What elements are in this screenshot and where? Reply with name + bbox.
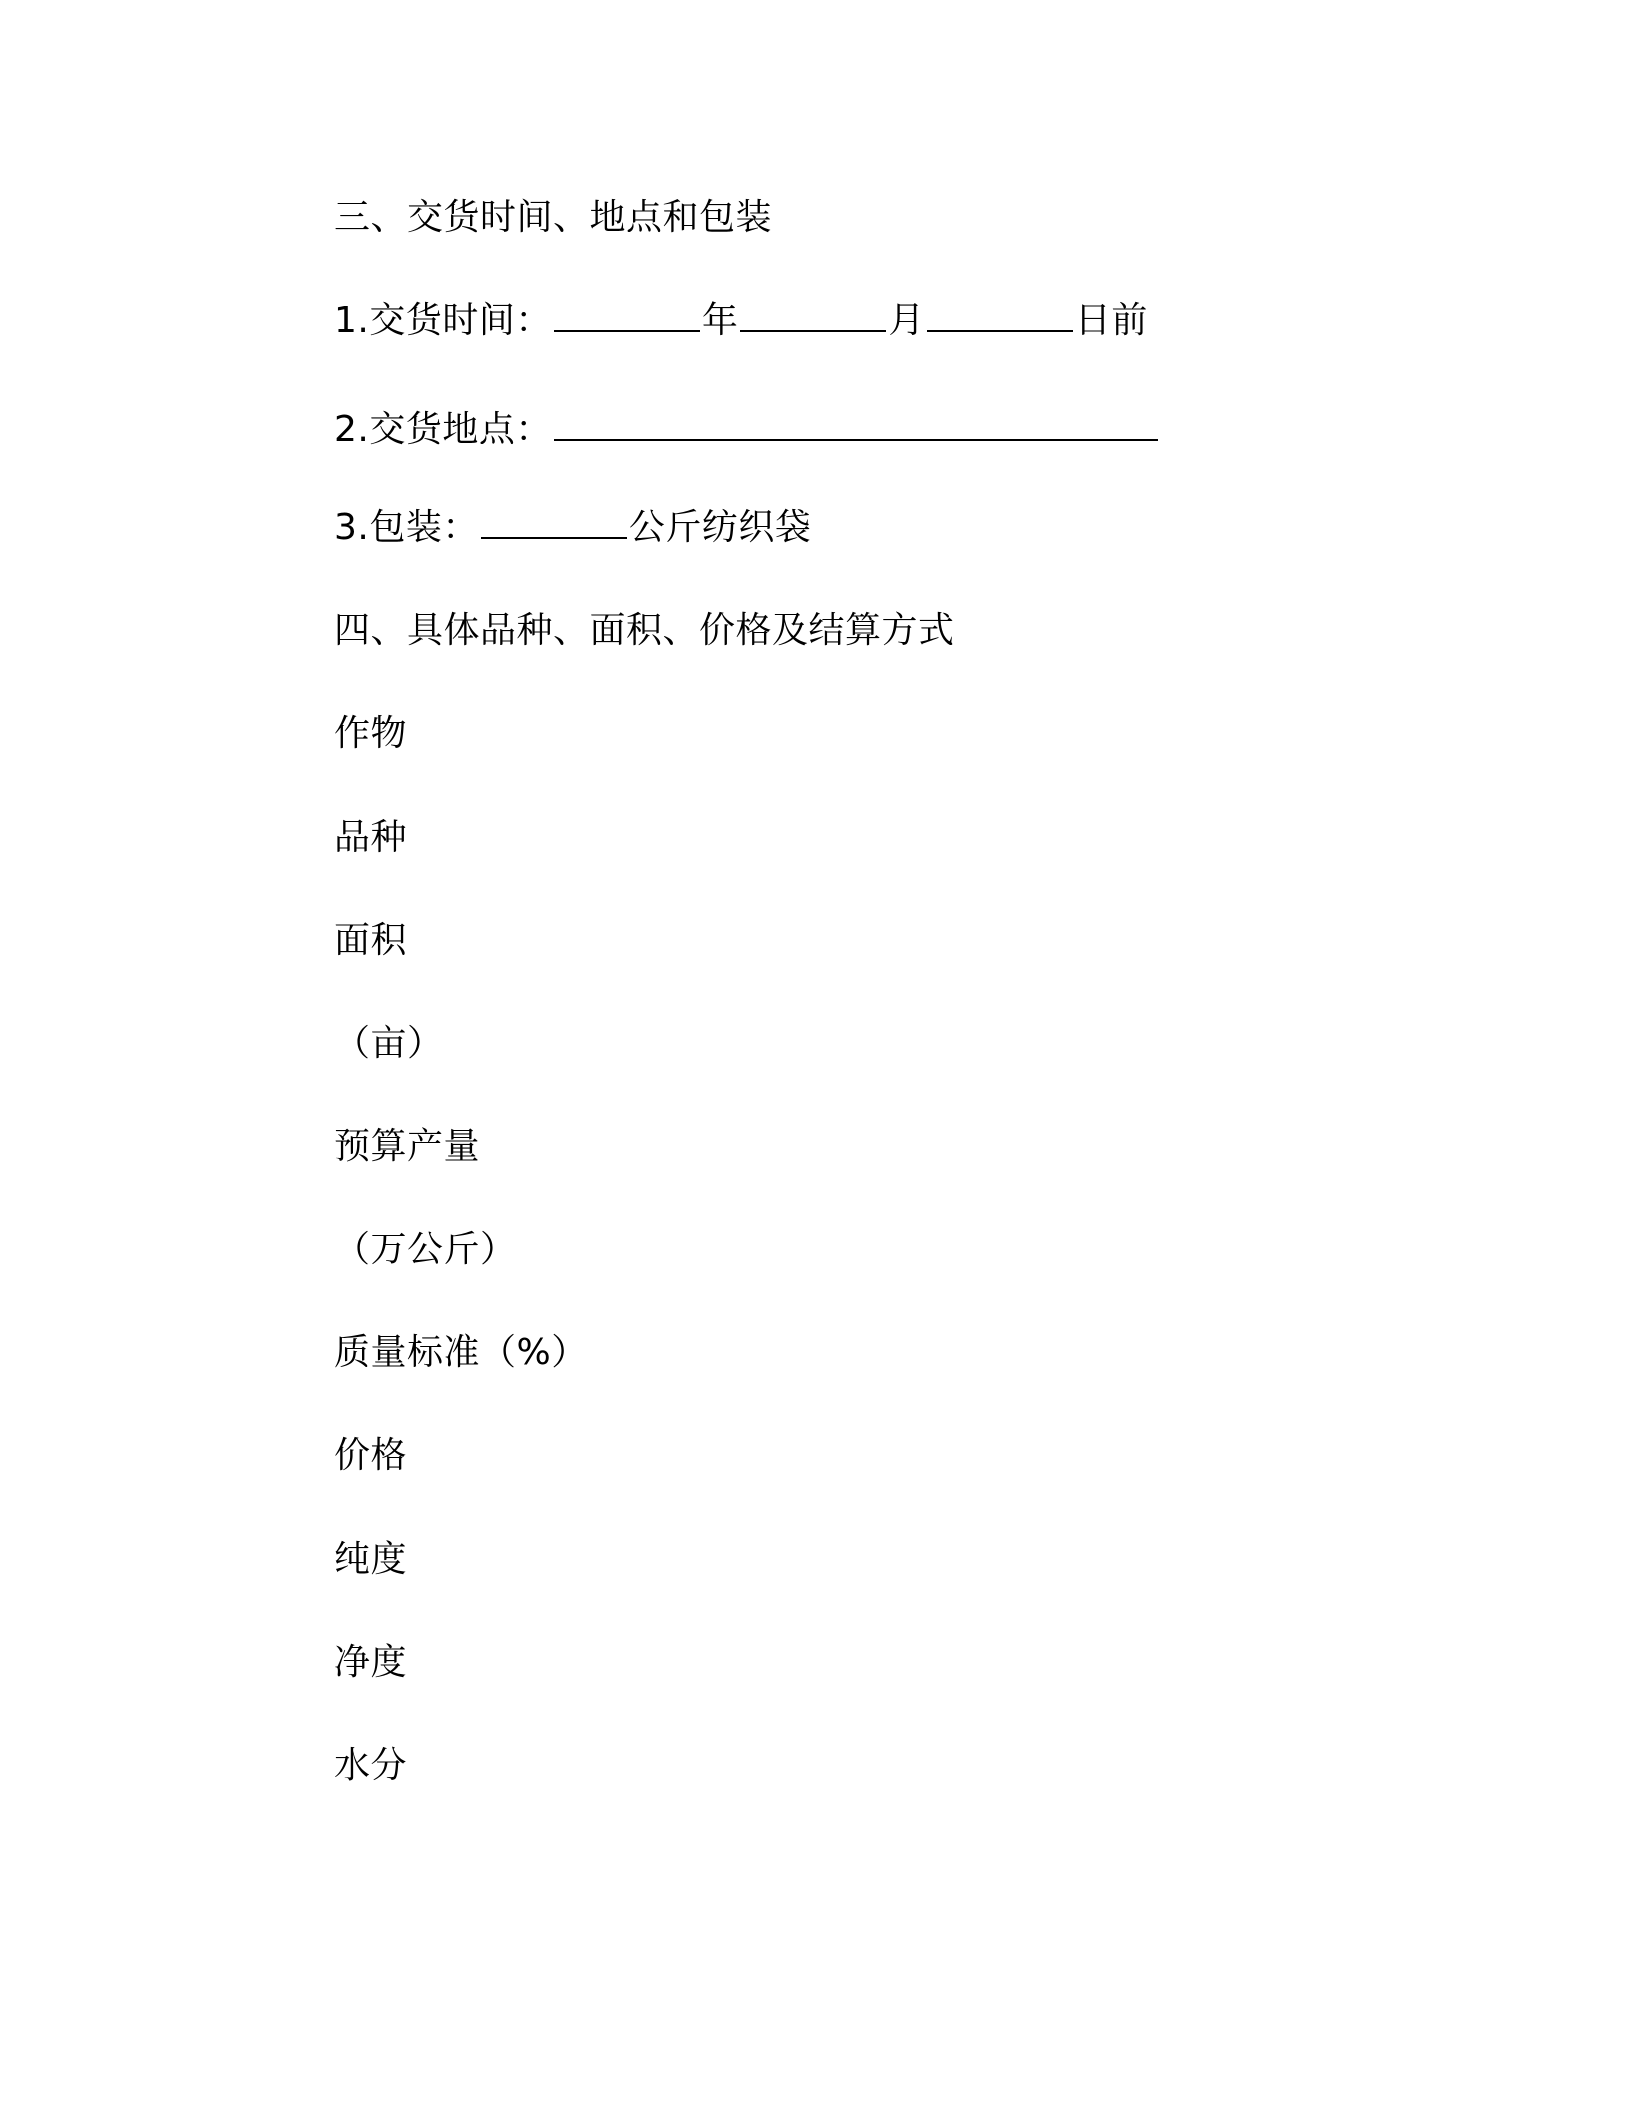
list-item: 预算产量 bbox=[334, 1126, 481, 1167]
delivery-time-label: 1.交货时间： bbox=[334, 300, 552, 341]
list-item: （亩） bbox=[334, 1023, 444, 1064]
month-label: 月 bbox=[888, 300, 925, 341]
delivery-place-label: 2.交货地点： bbox=[334, 409, 552, 450]
delivery-time-line bbox=[334, 299, 1148, 343]
list-item: 价格 bbox=[334, 1435, 408, 1476]
list-item: 面积 bbox=[334, 920, 408, 961]
list-item: 净度 bbox=[334, 1642, 408, 1683]
list-item: 质量标准（%） bbox=[334, 1332, 588, 1373]
list-item: 作物 bbox=[334, 713, 408, 754]
delivery-place-line bbox=[334, 408, 1160, 452]
packaging-line bbox=[334, 506, 811, 550]
packaging-suffix: 公斤纺织袋 bbox=[628, 507, 812, 548]
year-label: 年 bbox=[701, 300, 739, 341]
section-3-heading: 三、交货时间、地点和包装 bbox=[334, 197, 773, 238]
list-item: （万公斤） bbox=[334, 1229, 517, 1270]
day-suffix-label: 日前 bbox=[1074, 300, 1148, 341]
packaging-weight-blank[interactable] bbox=[481, 507, 627, 539]
list-item: 水分 bbox=[334, 1745, 408, 1786]
section-4-heading: 四、具体品种、面积、价格及结算方式 bbox=[334, 610, 955, 651]
delivery-month-blank[interactable] bbox=[740, 300, 886, 332]
delivery-place-blank[interactable] bbox=[554, 409, 1158, 441]
packaging-label: 3.包装： bbox=[334, 507, 479, 548]
list-item: 纯度 bbox=[334, 1539, 408, 1580]
list-item: 品种 bbox=[334, 817, 408, 858]
delivery-year-blank[interactable] bbox=[554, 300, 700, 332]
delivery-day-blank[interactable] bbox=[927, 300, 1073, 332]
